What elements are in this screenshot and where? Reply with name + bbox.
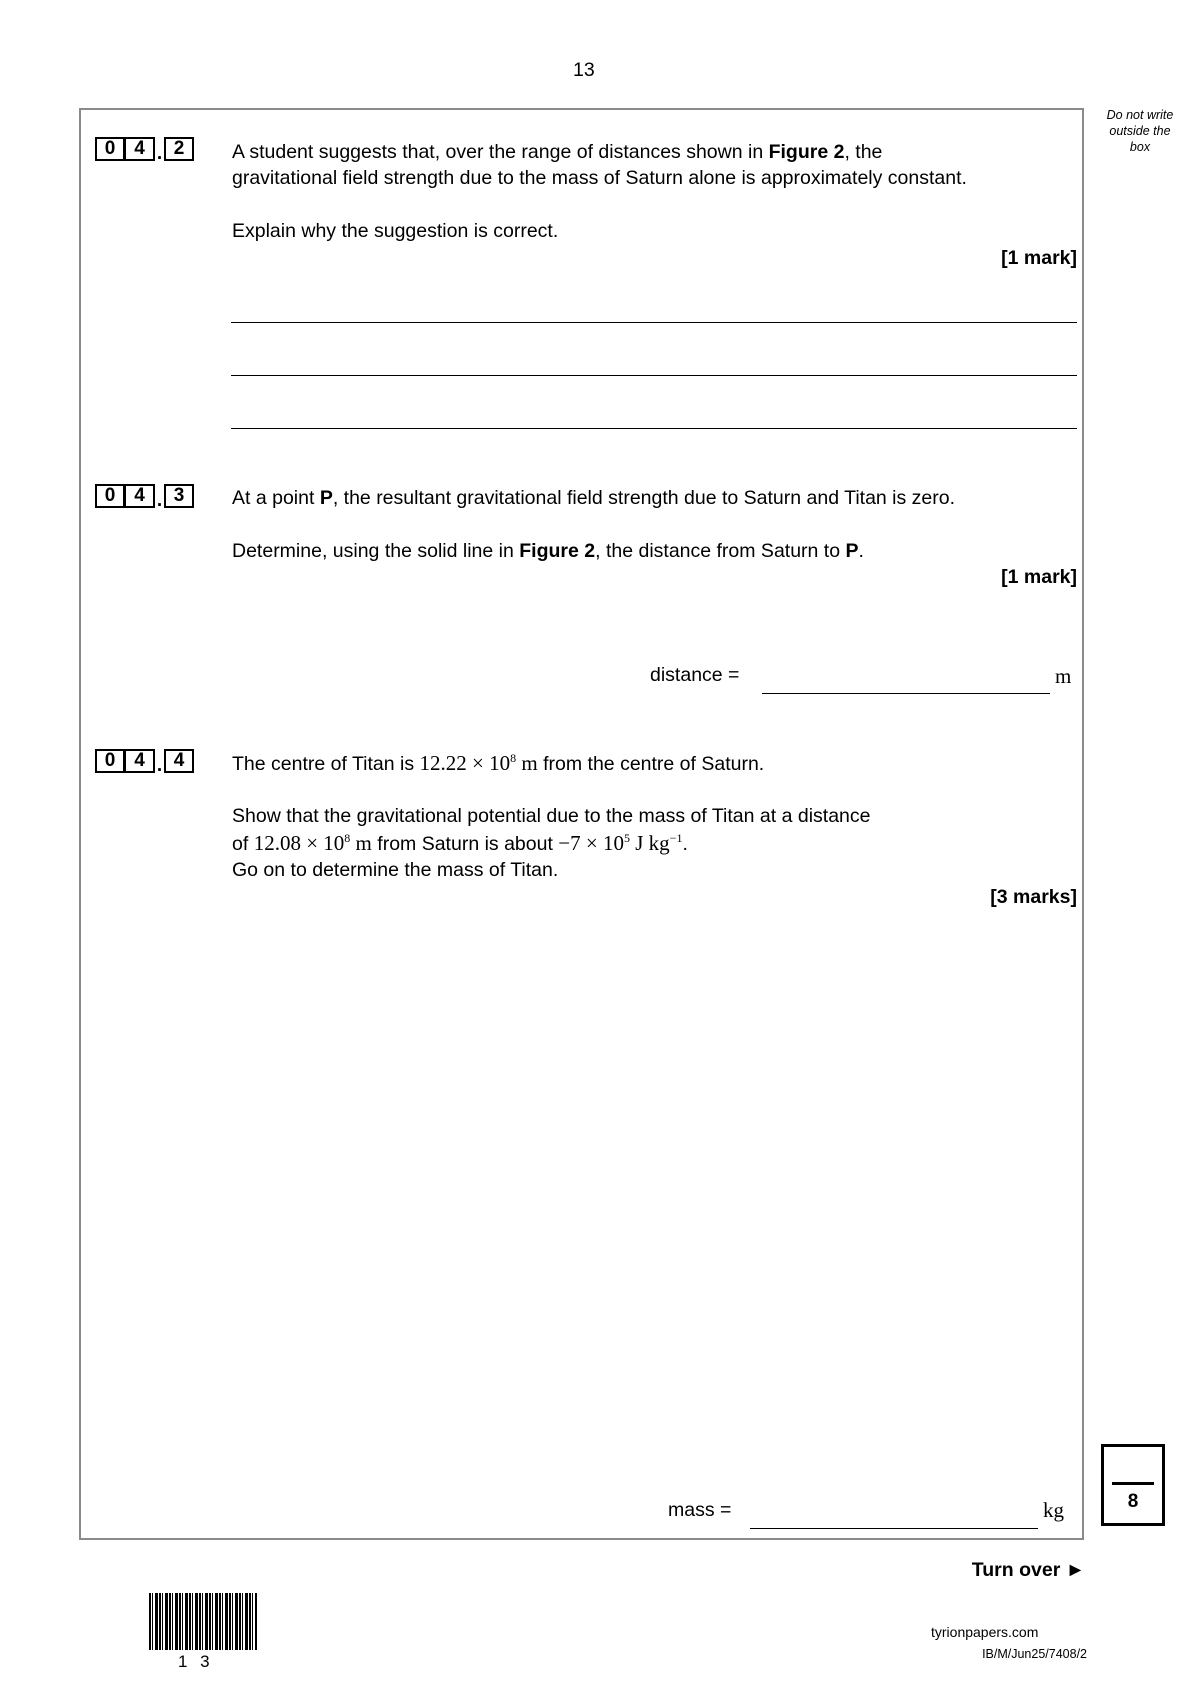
answer-line[interactable] — [231, 322, 1077, 323]
digit-box: 4 — [125, 749, 155, 773]
digit-box: 0 — [95, 749, 125, 773]
q042-marks: [1 mark] — [1001, 247, 1077, 269]
question-number-04-4: 0 4 . 4 — [95, 749, 194, 773]
mass-answer-line[interactable] — [750, 1528, 1038, 1529]
distance-label: distance = — [650, 664, 740, 686]
q043-line1: At a point P, the resultant gravitational field strength due to Saturn and Titan is zero. — [232, 487, 956, 509]
margin-note-line: box — [1129, 140, 1151, 154]
score-box — [1101, 1444, 1165, 1526]
score-total: 8 — [1127, 1491, 1139, 1512]
barcode-number: 1 3 — [178, 1652, 214, 1671]
page-number: 13 — [573, 59, 595, 81]
digit-box: 4 — [125, 484, 155, 508]
q042-instruction: Explain why the suggestion is correct. — [232, 220, 559, 242]
mass-unit: kg — [1043, 1498, 1064, 1522]
digit-box: 4 — [125, 137, 155, 161]
digit-box: 3 — [164, 484, 194, 508]
q044-marks: [3 marks] — [990, 886, 1077, 908]
q044-line3: of $12.08 \times 10^8$ m from Saturn is about $-7 \times 10^5$ J $kg^{-1}$. — [232, 831, 688, 855]
question-number-04-2: 0 4 . 2 — [95, 137, 194, 161]
q044-line1: The centre of Titan is $12.22 \times 10^8$ m from the centre of Saturn. — [232, 751, 765, 775]
margin-note-line: outside the — [1109, 124, 1171, 138]
footer-code: IB/M/Jun25/7408/2 — [982, 1647, 1087, 1661]
digit-box: 4 — [164, 749, 194, 773]
margin-note — [1100, 107, 1180, 155]
answer-line[interactable] — [231, 375, 1077, 376]
question-number-04-3: 0 4 . 3 — [95, 484, 194, 508]
distance-answer-line[interactable] — [762, 693, 1050, 694]
q043-marks: [1 mark] — [1001, 566, 1077, 588]
q044-line4: Go on to determine the mass of Titan. — [232, 859, 559, 881]
digit-box: 0 — [95, 484, 125, 508]
digit-box: 2 — [164, 137, 194, 161]
barcode — [149, 1593, 257, 1650]
footer-site: tyrionpapers.com — [931, 1624, 1039, 1640]
digit-box: 0 — [95, 137, 125, 161]
distance-unit: m — [1055, 664, 1072, 688]
margin-note-line: Do not write — [1106, 108, 1174, 122]
score-divider — [1112, 1482, 1154, 1485]
turn-over: Turn over ► — [971, 1559, 1085, 1581]
q042-line2: gravitational field strength due to the mass of Saturn alone is approximately constant. — [232, 167, 967, 189]
q043-line2: Determine, using the solid line in Figure 2, the distance from Saturn to P. — [232, 540, 864, 562]
q044-line2: Show that the gravitational potential due to the mass of Titan at a distance — [232, 805, 871, 827]
answer-line[interactable] — [231, 428, 1077, 429]
q042-line1: A student suggests that, over the range of distances shown in Figure 2, the — [232, 141, 883, 163]
mass-label: mass = — [668, 1499, 732, 1521]
